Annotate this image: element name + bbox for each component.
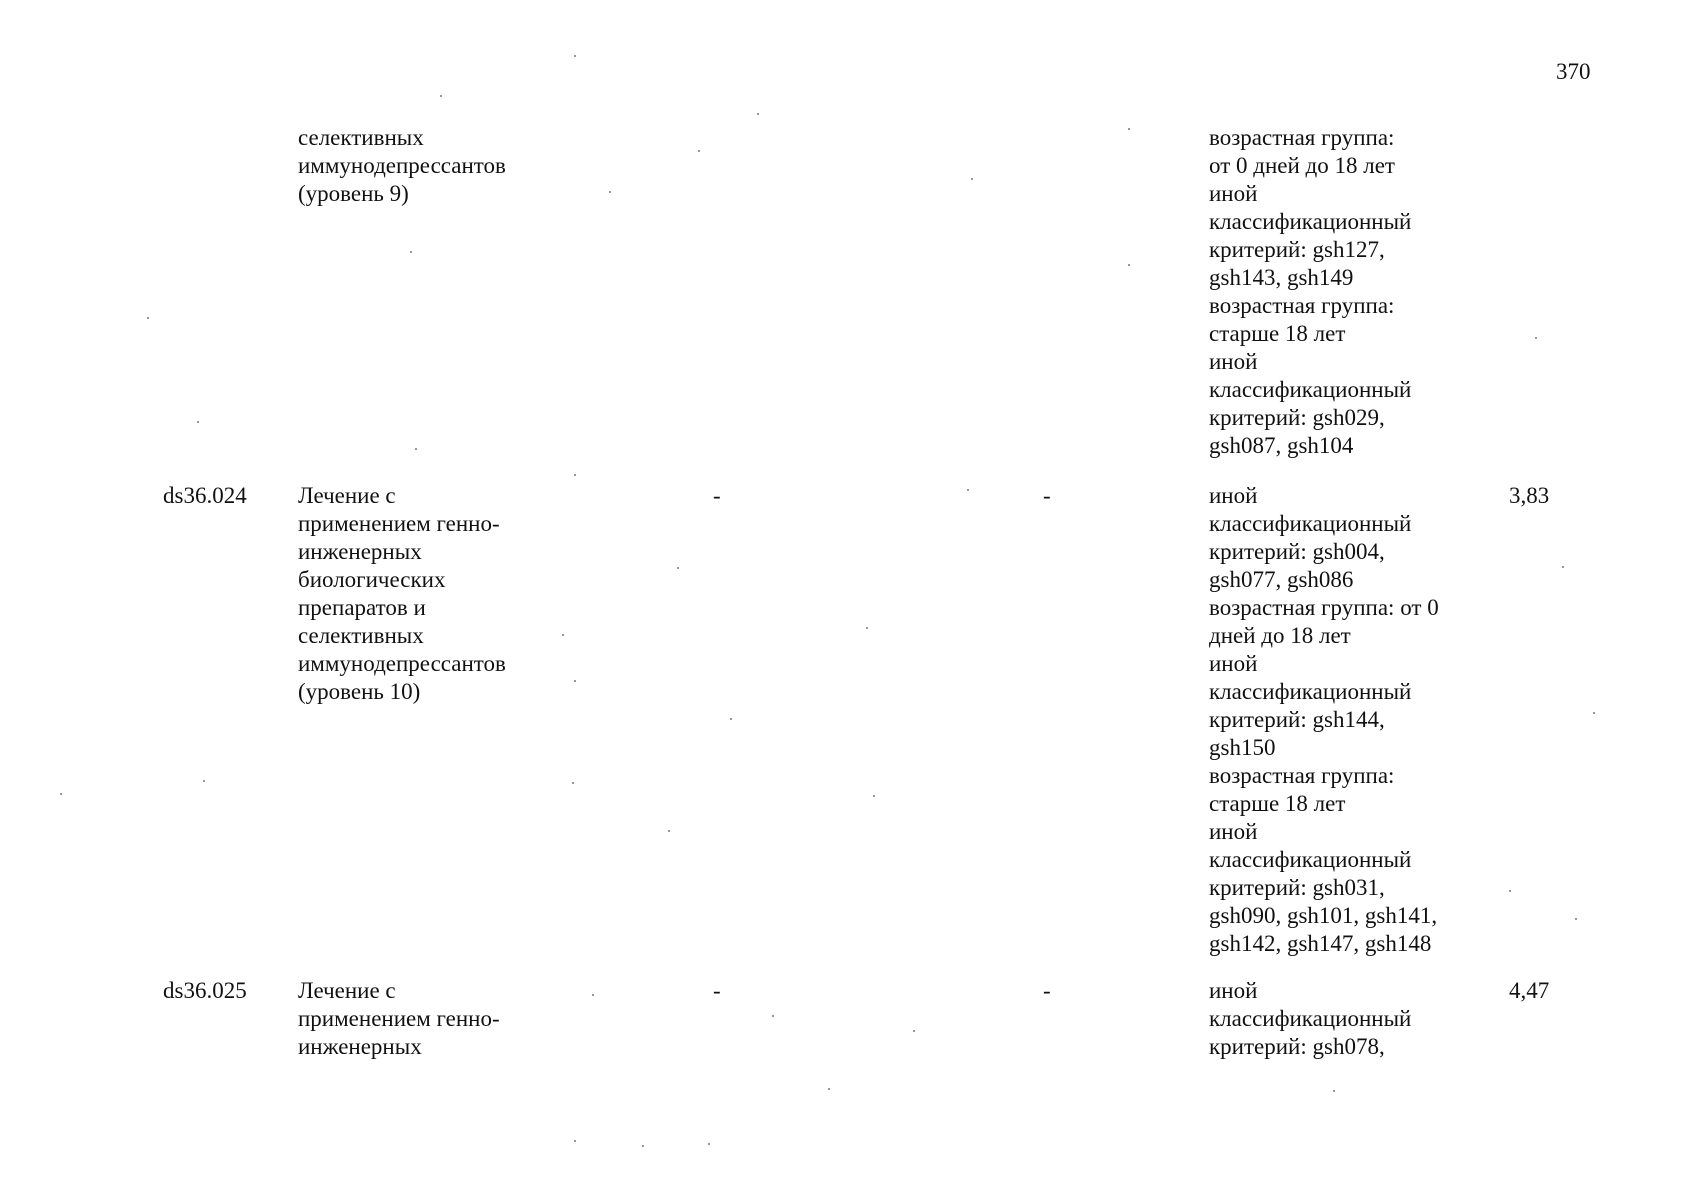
- scan-speck: [410, 251, 412, 253]
- name-line: иммунодепрессантов: [298, 153, 506, 178]
- criteria-line: gsh087, gsh104: [1209, 433, 1354, 458]
- name-line: (уровень 10): [298, 679, 421, 704]
- name-line: биологических: [298, 567, 446, 592]
- page-number: 370: [1556, 59, 1591, 84]
- row-2-criteria: [1209, 977, 1411, 1061]
- criteria-line: классификационный: [1209, 377, 1412, 402]
- scan-speck: [574, 680, 576, 682]
- name-line: препаратов и: [298, 595, 426, 620]
- criteria-line: возрастная группа:: [1209, 293, 1395, 318]
- criteria-line: старше 18 лет: [1209, 791, 1346, 816]
- criteria-line: классификационный: [1209, 847, 1412, 872]
- name-line: иммунодепрессантов: [298, 651, 506, 676]
- criteria-line: gsh077, gsh086: [1209, 567, 1354, 592]
- scan-speck: [642, 1145, 644, 1147]
- scan-speck: [1535, 337, 1537, 339]
- name-line: селективных: [298, 125, 424, 150]
- scan-speck: [873, 795, 875, 797]
- scan-speck: [415, 448, 417, 450]
- criteria-line: возрастная группа:: [1209, 125, 1395, 150]
- scan-speck: [60, 793, 62, 795]
- scan-speck: [866, 627, 868, 629]
- scan-speck: [971, 178, 973, 180]
- name-line: (уровень 9): [298, 181, 409, 206]
- criteria-line: критерий: gsh144,: [1209, 707, 1385, 732]
- row-0-criteria: [1209, 124, 1411, 460]
- scan-speck: [708, 1143, 710, 1145]
- name-line: применением генно-: [298, 1006, 500, 1031]
- scan-speck: [1593, 712, 1595, 714]
- scan-speck: [677, 567, 679, 569]
- criteria-line: критерий: gsh029,: [1209, 405, 1385, 430]
- criteria-line: иной: [1209, 483, 1258, 508]
- scan-speck: [572, 782, 574, 784]
- scan-speck: [1128, 264, 1130, 266]
- scan-speck: [828, 1088, 830, 1090]
- criteria-line: классификационный: [1209, 209, 1412, 234]
- row-1-dash-1: -: [713, 483, 721, 508]
- scan-speck: [1333, 1090, 1335, 1092]
- name-line: применением генно-: [298, 511, 500, 536]
- scan-speck: [574, 1140, 576, 1142]
- scan-speck: [698, 150, 700, 152]
- criteria-line: критерий: gsh078,: [1209, 1034, 1385, 1059]
- scan-speck: [1128, 128, 1130, 130]
- row-2-coefficient: 4,47: [1509, 978, 1550, 1003]
- scan-speck: [574, 55, 576, 57]
- scan-speck: [440, 95, 442, 97]
- scan-speck: [772, 1015, 774, 1017]
- criteria-line: gsh142, gsh147, gsh148: [1209, 931, 1432, 956]
- row-2-dash-2: -: [1043, 978, 1051, 1003]
- criteria-line: gsh090, gsh101, gsh141,: [1209, 903, 1438, 928]
- scan-speck: [203, 780, 205, 782]
- row-1-criteria: [1209, 482, 1439, 958]
- scan-speck: [562, 634, 564, 636]
- scan-speck: [147, 317, 149, 319]
- scan-speck: [1562, 566, 1564, 568]
- criteria-line: классификационный: [1209, 511, 1412, 536]
- criteria-line: старше 18 лет: [1209, 321, 1346, 346]
- row-1-dash-2: -: [1043, 483, 1051, 508]
- name-line: селективных: [298, 623, 424, 648]
- name-line: Лечение с: [298, 483, 396, 508]
- row-1-code: ds36.024: [163, 483, 247, 508]
- row-1-coefficient: 3,83: [1509, 483, 1550, 508]
- row-2-code: ds36.025: [163, 978, 247, 1003]
- scan-speck: [574, 474, 576, 476]
- scan-speck: [592, 994, 594, 996]
- name-line: инженерных: [298, 1034, 422, 1059]
- scan-speck: [913, 1030, 915, 1032]
- row-0-name: [298, 124, 506, 208]
- row-1-name: [298, 482, 506, 706]
- criteria-line: классификационный: [1209, 1006, 1412, 1031]
- criteria-line: gsh143, gsh149: [1209, 265, 1354, 290]
- criteria-line: иной: [1209, 651, 1258, 676]
- criteria-line: возрастная группа:: [1209, 763, 1395, 788]
- scan-speck: [1509, 890, 1511, 892]
- scan-speck: [197, 421, 199, 423]
- row-2-name: [298, 977, 500, 1061]
- criteria-line: gsh150: [1209, 735, 1276, 760]
- criteria-line: от 0 дней до 18 лет: [1209, 153, 1395, 178]
- name-line: инженерных: [298, 539, 422, 564]
- criteria-line: иной: [1209, 349, 1258, 374]
- criteria-line: иной: [1209, 978, 1258, 1003]
- scan-speck: [668, 830, 670, 832]
- criteria-line: критерий: gsh127,: [1209, 237, 1385, 262]
- criteria-line: критерий: gsh004,: [1209, 539, 1385, 564]
- criteria-line: классификационный: [1209, 679, 1412, 704]
- criteria-line: иной: [1209, 181, 1258, 206]
- scan-speck: [730, 718, 732, 720]
- scan-speck: [1575, 918, 1577, 920]
- criteria-line: дней до 18 лет: [1209, 623, 1351, 648]
- row-2-dash-1: -: [713, 978, 721, 1003]
- criteria-line: иной: [1209, 819, 1258, 844]
- scan-speck: [757, 113, 759, 115]
- criteria-line: критерий: gsh031,: [1209, 875, 1385, 900]
- name-line: Лечение с: [298, 978, 396, 1003]
- criteria-line: возрастная группа: от 0: [1209, 595, 1439, 620]
- scan-speck: [967, 489, 969, 491]
- scan-speck: [609, 191, 611, 193]
